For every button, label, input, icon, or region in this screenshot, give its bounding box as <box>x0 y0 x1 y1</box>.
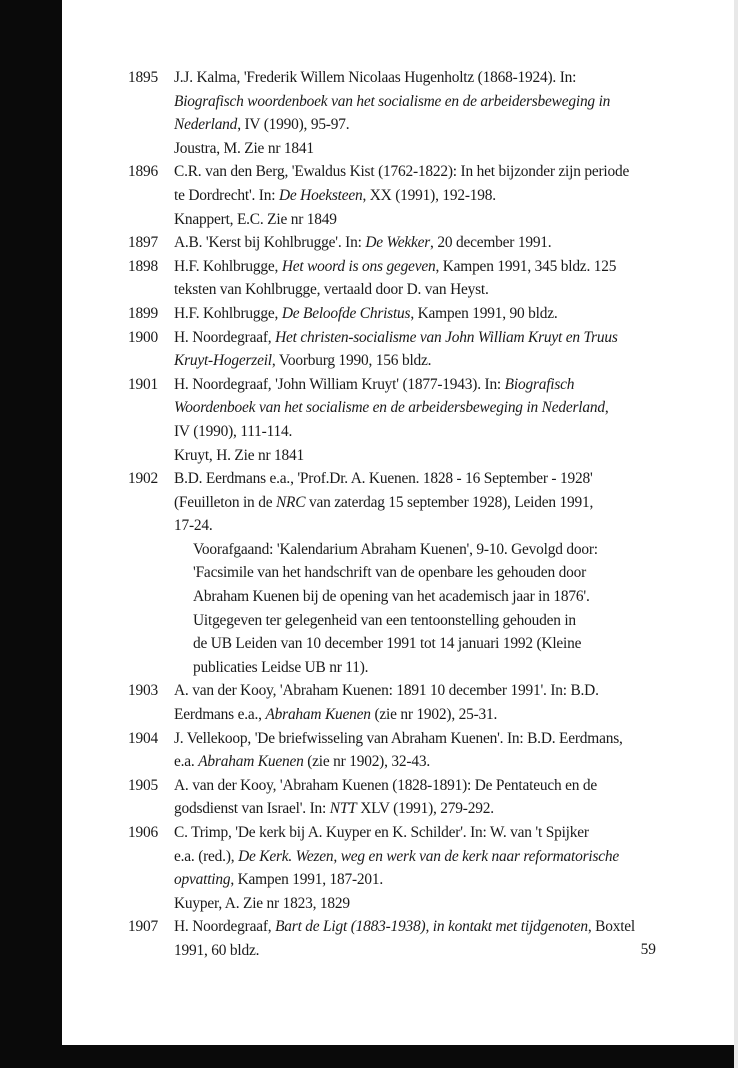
entry-text: A. van der Kooy, 'Abraham Kuenen: 1891 10 december 1991'. In: B.D. Eerdmans e.a., Abraham Kuenen (zie nr 1902), 25-31. <box>174 682 599 724</box>
entry-number: 1902 <box>128 470 158 488</box>
cross-reference: Joustra, M. Zie nr 1841 <box>174 139 314 157</box>
entry-1898 <box>128 255 656 302</box>
entry-text: H.F. Kohlbrugge, Het woord is ons gegeven, Kampen 1991, 345 bldz. 125 teksten van Kohlbrugge, vertaald door D. van Heyst. <box>174 257 617 299</box>
entry-number: 1906 <box>128 824 158 841</box>
entry-text: H.F. Kohlbrugge, De Beloofde Christus, Kampen 1991, 90 bldz. <box>174 304 558 322</box>
entry-number: 1904 <box>128 729 158 747</box>
entry-text: A. van der Kooy, 'Abraham Kuenen (1828-1891): De Pentateuch en de godsdienst van Israel'. In: NTT XLV (1991), 279-292. <box>174 776 597 818</box>
scan-border-bottom <box>0 1045 738 1068</box>
entry-number: 1898 <box>128 257 158 275</box>
entry-text: C.R. van den Berg, 'Ewaldus Kist (1762-1822): In het bijzonder zijn periode te Dordrecht'. In: De Hoeksteen, XX (1991), 192-198. <box>174 163 630 204</box>
entry-number: 1901 <box>128 375 158 393</box>
bibliography-page <box>128 66 656 963</box>
cross-reference: Kuyper, A. Zie nr 1823, 1829 <box>174 894 350 912</box>
entry-number: 1895 <box>128 69 158 86</box>
entry-1896 <box>128 160 656 207</box>
entry-1902 <box>128 467 656 538</box>
scan-edge-right <box>734 0 738 1068</box>
entry-number: 1899 <box>128 304 158 322</box>
entry-1900 <box>128 326 656 373</box>
entry-number: 1905 <box>128 776 158 794</box>
entry-text: A.B. 'Kerst bij Kohlbrugge'. In: De Wekker, 20 december 1991. <box>174 234 552 252</box>
entry-1904 <box>128 727 656 774</box>
entry-number: 1896 <box>128 163 158 181</box>
entry-1907 <box>128 915 656 962</box>
cross-reference: Kruyt, H. Zie nr 1841 <box>174 446 305 464</box>
entry-text: H. Noordegraaf, Bart de Ligt (1883-1938), in kontakt met tijdgenoten, Boxtel 1991, 60 bldz. <box>174 918 635 959</box>
entry-number: 1907 <box>128 918 158 936</box>
entry-text: J. Vellekoop, 'De briefwisseling van Abraham Kuenen'. In: B.D. Eerdmans, e.a. Abraham Kuenen (zie nr 1902), 32-43. <box>174 729 623 771</box>
entry-1897 <box>128 231 656 255</box>
entry-text: H. Noordegraaf, Het christen-socialisme van John William Kruyt en Truus Kruyt-Hogerzeil, Voorburg 1990, 156 bldz. <box>174 328 618 370</box>
entry-1899 <box>128 302 656 326</box>
scan-border-left <box>0 0 62 1068</box>
entry-text: H. Noordegraaf, 'John William Kruyt' (1877-1943). In: Biografisch Woordenboek van het socialisme en de arbeidersbeweging in Nederland, IV (1990), 111-114. <box>174 375 609 440</box>
entry-text: C. Trimp, 'De kerk bij A. Kuyper en K. Schilder'. In: W. van 't Spijker e.a. (red.), De Kerk. Wezen, weg en werk van de kerk naar reformatorische opvatting, Kampen 1991, 187-201. <box>174 824 619 889</box>
entry-1895 <box>128 66 656 137</box>
cross-reference: Knappert, E.C. Zie nr 1849 <box>174 210 337 228</box>
entry-1901 <box>128 373 656 444</box>
entry-number: 1903 <box>128 682 158 700</box>
entry-number: 1900 <box>128 328 158 346</box>
entry-number: 1897 <box>128 234 158 252</box>
entry-text: B.D. Eerdmans e.a., 'Prof.Dr. A. Kuenen. 1828 - 16 September - 1928' (Feuilleton in de NRC van zaterdag 15 september 1928), Leiden 1991, 17-24. <box>174 470 594 535</box>
page-number: 59 <box>640 941 656 958</box>
entry-1905 <box>128 774 656 821</box>
entry-1902-note: Voorafgaand: 'Kalendarium Abraham Kuenen', 9-10. Gevolgd door: 'Facsimile van het handschrift van de openbare les gehouden door Abraham Kuenen bij de opening van het academisch jaar in 1876'. Uitgegeven ter gelegenheid van een tentoonstelling gehouden in de UB Leiden van 10 december 1991 tot 14 januari 1992 (Kleine publicaties Leidse UB nr 11). <box>193 540 598 676</box>
entry-1906 <box>128 821 656 892</box>
entry-text: J.J. Kalma, 'Frederik Willem Nicolaas Hugenholtz (1868-1924). In: Biografisch woordenboek van het socialisme en de arbeidersbeweging in Nederland, IV (1990), 95-97. <box>174 69 611 134</box>
entry-1903 <box>128 679 656 726</box>
